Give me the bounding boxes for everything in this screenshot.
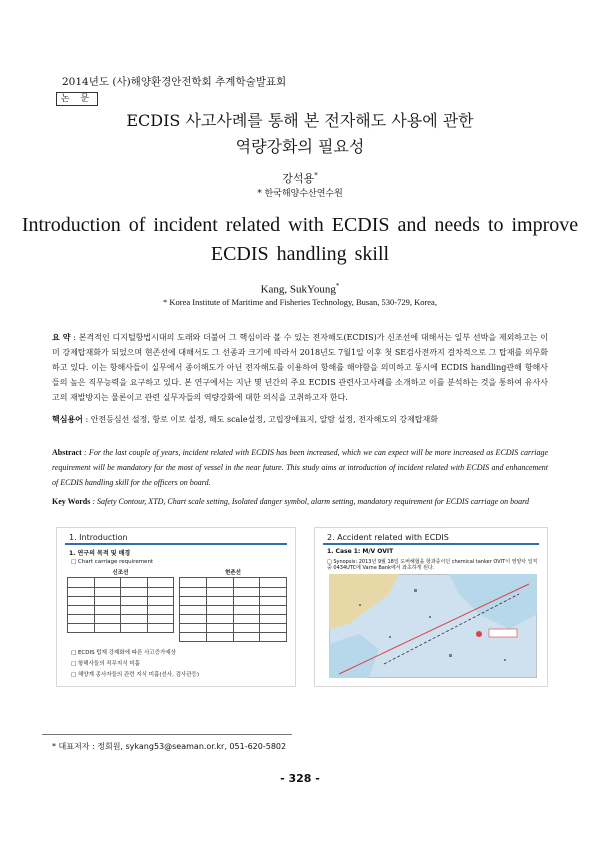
slide1-subheading: 1. 연구의 목적 및 배경 (69, 550, 131, 557)
slide2-subheading: 1. Case 1: M/V OVIT (327, 548, 394, 555)
footnote: * 대표저자 : 정회원, sykang53@seaman.or.kr, 051-620-5802 (52, 742, 287, 751)
table-existing-title: 현존선 (225, 570, 241, 576)
slide2-rule (323, 543, 539, 545)
slide1-bullet-2: □ 항해사들의 직무지식 미흡 (71, 661, 140, 667)
slide-accident (314, 527, 548, 687)
title-en-line1: Introduction of incident related with ECDIS and needs to improve (21, 214, 579, 236)
affiliation-en: * Korea Institute of Maritime and Fisheries Technology, Busan, 530-729, Korea, (163, 297, 437, 307)
slide1-bullet-3: □ 해양계 종사자들의 관련 지식 미흡(선사, 검사관등) (71, 672, 199, 678)
keywords-ko: 핵심용어 : 안전등심선 설정, 항로 이로 설정, 해도 scale설정, 고립장애표지, 알람 설정, 전자해도의 강제탑재화 (52, 414, 438, 424)
table-existing-grid (179, 577, 287, 642)
title-ko-line1: ECDIS 사고사례를 통해 본 전자해도 사용에 관한 (126, 111, 474, 130)
slide2-heading: 2. Accident related with ECDIS (327, 533, 449, 542)
keywords-en: Key Words : Safety Contour, XTD, Chart scale setting, Isolated danger symbol, alarm setting, mandatory requirement for ECDIS carriage on board (52, 497, 529, 506)
affiliation-ko: * 한국해양수산연수원 (257, 189, 343, 199)
page-number: - 328 - (280, 772, 320, 785)
title-en-line2: ECDIS handling skill (210, 243, 390, 265)
slide2-synopsis: □ Synopsis: 2013년 9월 18일 도버해협을 항과중이던 chemical tanker OVIT이 영양사 일직중 0434UTC에 Varne Bank에서 좌초하게 된다. (327, 559, 538, 571)
slide-introduction (56, 527, 296, 687)
table-existing (179, 568, 287, 642)
table-newbuild-title: 신조선 (112, 570, 129, 576)
title-ko-line2: 역량강화의 필요성 (235, 137, 365, 156)
summary-ko: 요 약 : 본격적인 디지털항법시대의 도래와 더불어 그 핵심이라 볼 수 있는 전자해도(ECDIS)가 신조선에 대해서는 일부 선박을 제외하고는 이미 강제탑재화가 되었으며 현존선에 대해서도 그 선종과 크기에 따라서 2018년도 7월1일 이후 첫 SE검사전까지 걸차적으로 그 탑재를 의무화 하고 있다. 이는 항해사들이 실무에서 종이해도가 아닌 전자해도를 이용하여 항해를 해야함을 의미하고 동시에 ECDIS handling관해 항해사들의 높은 직무능력을 요구하고 있다. 본 연구에서는 지난 몇 년간의 주요 ECDIS 관련사고사례를 소개하고 이를 분석하는 것을 통하여 유사사고의 재발방지는 물론이고 관련 실무자들의 역량강화에 대한 의식을 고취하고자 한다. (52, 332, 549, 402)
slide1-heading: 1. Introduction (69, 533, 128, 542)
abstract: Abstract : For the last couple of years, incident related with ECDIS has been increased, which we can expect will be more increased as ECDIS carriage requirement will be mandatory for the most of vessel in the near future. This study aims at introduction of incident related with ECDIS and enhancement of ECDIS handling skill for the officers on board. (52, 448, 549, 487)
table-newbuild (67, 568, 174, 633)
author-en: Kang, SukYoung* (260, 282, 340, 296)
chart-map-image (329, 574, 537, 678)
section-tag: 논 문 (56, 92, 98, 106)
table-newbuild-grid (67, 577, 174, 633)
slide1-rule (65, 543, 287, 545)
slide1-bullet-chart: □ Chart carriage requirement (71, 559, 154, 565)
author-ko: 강석용* (282, 171, 318, 185)
footnote-divider (42, 734, 292, 735)
conference-header: 2014년도 (사)해양환경안전학회 추계학술발표회 (62, 76, 287, 88)
slide1-bullet-1: □ ECDIS 탑재 강제화에 따른 사고증가예상 (71, 650, 176, 656)
